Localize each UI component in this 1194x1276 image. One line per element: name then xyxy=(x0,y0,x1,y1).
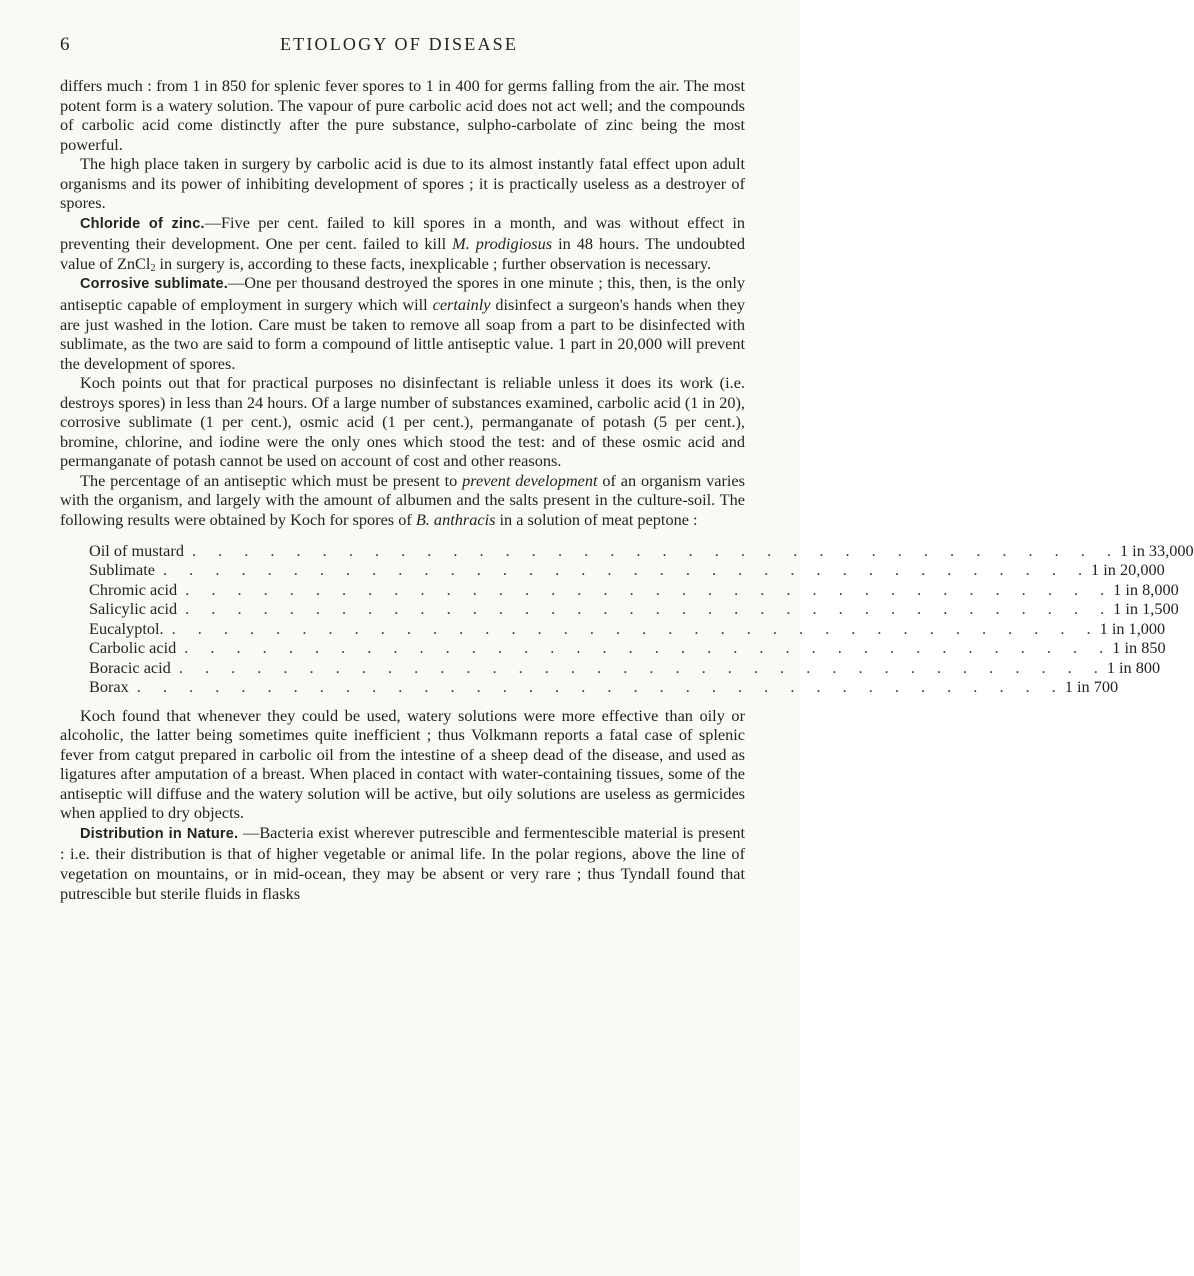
antiseptic-name: Borax xyxy=(89,677,129,697)
paragraph-watery-solutions: Koch found that whenever they could be used, watery solutions were more effective than oily or alcoholic, the latter being sometimes quite inefficient ; thus Volkmann reports a fatal case of splenic fever from catgut prepared in carbolic oil from the intestine of a sheep dead of the disease, and used as ligatures after amputation of a breast. When placed in contact with water-containing tissues, some of the antiseptic will diffuse and the watery solution will be active, but oily solutions are useless as germicides when applied to dry objects. xyxy=(60,705,745,823)
section-heading: Chloride of zinc. xyxy=(80,215,205,232)
dilution-value: 1 in 20,000 xyxy=(1091,560,1165,580)
organism-name: M. prodigiosus xyxy=(452,234,553,254)
antiseptic-name: Salicylic acid xyxy=(89,599,178,619)
table-row: Eucalyptol. . . . . . . . . . . . . . . . . . . . . . . . . . . . . . . . . . . . . 1 in 1,000 xyxy=(89,618,1166,638)
section-heading: Distribution in Nature. xyxy=(80,825,239,842)
table-row: Oil of mustard . . . . . . . . . . . . . . . . . . . . . . . . . . . . . . . . . . . . 1 in 33,000 xyxy=(89,540,1194,560)
table-row: Sublimate . . . . . . . . . . . . . . . . . . . . . . . . . . . . . . . . . . . . 1 in 20,000 xyxy=(89,560,1165,580)
paragraph-carbolic-surgery: The high place taken in surgery by carbolic acid is due to its almost instantly fatal effect upon adult organisms and its power of inhibiting development of spores ; it is practically useless as a destroyer of spores. xyxy=(60,154,745,213)
dilution-value: 1 in 33,000 xyxy=(1119,540,1194,560)
antiseptic-name: Chromic acid xyxy=(89,579,178,599)
antiseptic-name: Sublimate xyxy=(89,560,156,580)
table-row: Salicylic acid . . . . . . . . . . . . . . . . . . . . . . . . . . . . . . . . . . . . 1 in 1,500 xyxy=(89,599,1179,619)
antiseptic-name: Eucalyptol. xyxy=(89,618,164,638)
paragraph-carbolic-continued: differs much : from 1 in 850 for splenic fever spores to 1 in 400 for germs falling from the air. The most potent form is a watery solution. The vapour of pure carbolic acid does not act well; and the compounds of carbolic acid come distinctly after the pure substance, sulpho-carbolate of zinc being the most powerful. xyxy=(60,76,745,154)
organism-name: B. anthracis xyxy=(415,510,496,530)
subscript: 2 xyxy=(150,262,156,274)
dilution-value: 1 in 800 xyxy=(1106,657,1161,677)
dilution-value: 1 in 700 xyxy=(1064,677,1119,697)
dilution-value: 1 in 1,500 xyxy=(1113,599,1179,619)
paragraph-percentage: The percentage of an antiseptic which must be present to prevent development of an organism varies with the organism, and largely with the amount of albumen and the salts present in the culture-soil. The following results were obtained by Koch for spores of B. anthracis in a solution of meat peptone : xyxy=(60,470,745,530)
table-row: Borax . . . . . . . . . . . . . . . . . . . . . . . . . . . . . . . . . . . . 1 in 700 xyxy=(89,677,1119,697)
emphasis: prevent development xyxy=(462,470,598,490)
section-heading: Corrosive sublimate. xyxy=(80,276,228,293)
antiseptic-name: Carbolic acid xyxy=(89,638,177,658)
antiseptic-table xyxy=(89,540,1194,697)
dilution-value: 1 in 850 xyxy=(1112,638,1166,658)
dilution-value: 1 in 8,000 xyxy=(1113,579,1179,599)
emphasis: certainly xyxy=(432,295,491,315)
paragraph-koch-disinfectants: Koch points out that for practical purposes no disinfectant is reliable unless it does its work (i.e. destroys spores) in less than 24 hours. Of a large number of substances examined, carbolic acid (1 in 20), corrosive sublimate (1 per cent.), osmic acid (1 per cent.), permanganate of potash (5 per cent.), bromine, chlorine, and iodine were the only ones which stood the test: and of these osmic acid and permanganate of potash cannot be used on account of cost and other reasons. xyxy=(60,373,745,471)
dilution-value: 1 in 1,000 xyxy=(1099,618,1166,638)
table-row: Boracic acid . . . . . . . . . . . . . . . . . . . . . . . . . . . . . . . . . . . . 1 in 800 xyxy=(89,657,1161,677)
antiseptic-name: Oil of mustard xyxy=(89,540,184,560)
paragraph-chloride-of-zinc: Chloride of zinc.—Five per cent. failed to kill spores in a month, and was without effect in preventing their development. One per cent. failed to kill M. prodigiosus in 48 hours. The undoubted value of ZnCl$_2$ in surgery is, according to these facts, inexplicable ; further observation is necessary. xyxy=(60,212,746,274)
running-title: ETIOLOGY OF DISEASE xyxy=(279,34,519,54)
page-number: 6 xyxy=(60,34,70,55)
page-body xyxy=(60,76,1194,903)
antiseptic-name: Boracic acid xyxy=(89,657,171,677)
paragraph-corrosive-sublimate: Corrosive sublimate.—One per thousand destroyed the spores in one minute ; this, then, is the only antiseptic capable of employment in surgery which will certainly disinfect a surgeon's hands when they are just washed in the lotion. Care must be taken to remove all soap from a part to be disinfected with sublimate, as the two are said to form a compound of little antiseptic value. 1 part in 20,000 will prevent the development of spores. xyxy=(60,273,745,373)
table-row: Chromic acid . . . . . . . . . . . . . . . . . . . . . . . . . . . . . . . . . . . . 1 in 8,000 xyxy=(89,579,1179,599)
running-header xyxy=(60,34,738,58)
table-row: Carbolic acid . . . . . . . . . . . . . . . . . . . . . . . . . . . . . . . . . . . . 1 in 850 xyxy=(89,638,1166,658)
paragraph-distribution: Distribution in Nature. —Bacteria exist wherever putrescible and fermentescible material is present : i.e. their distribution is that of higher vegetable or animal life. In the polar regions, above the line of vegetation on mountains, or in mid-ocean, they may be absent or very rare ; thus Tyndall found that putrescible but sterile fluids in flasks xyxy=(60,822,746,903)
